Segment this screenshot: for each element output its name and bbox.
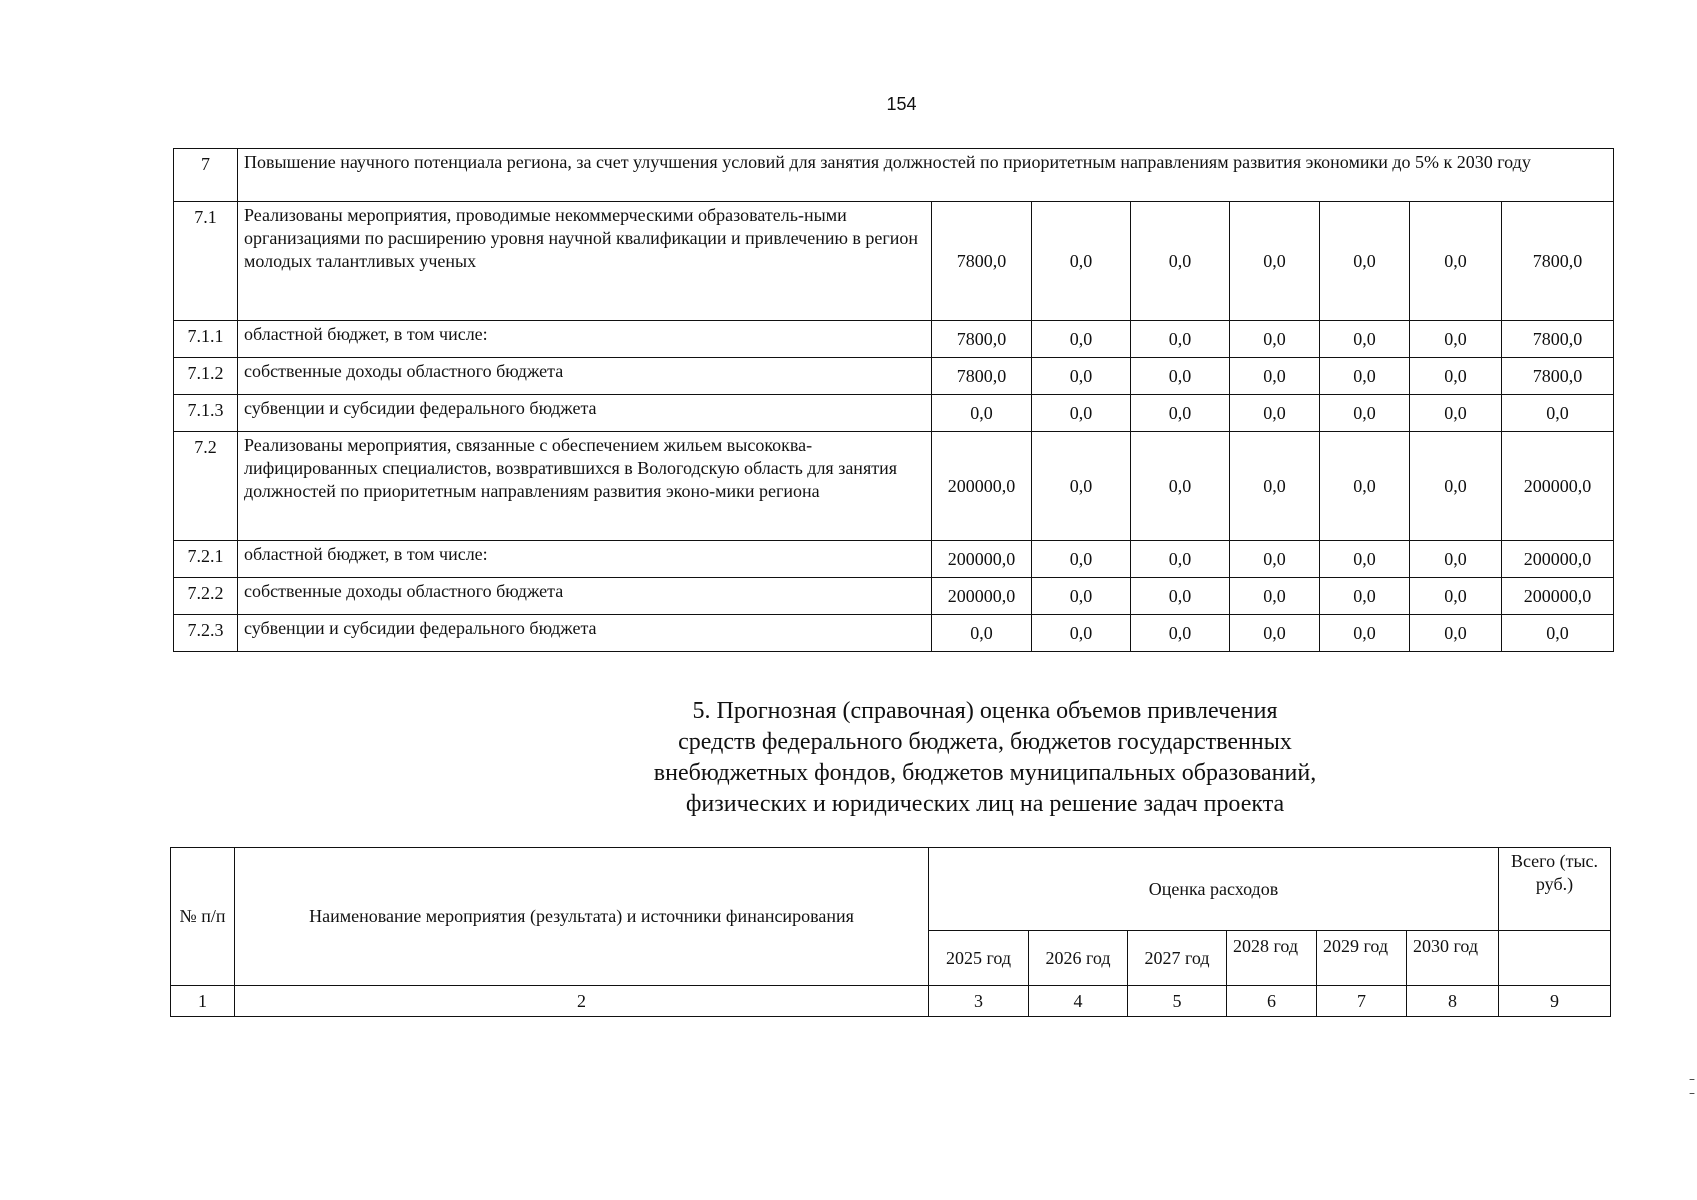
table-row bbox=[174, 432, 1614, 541]
section-title-line: 5. Прогнозная (справочная) оценка объемов привлечения bbox=[692, 698, 1278, 724]
index-cell: 5 bbox=[1128, 986, 1227, 1017]
value-cell: 0,0 bbox=[1502, 615, 1614, 652]
value-cell: 0,0 bbox=[1032, 358, 1131, 395]
value-cell: 0,0 bbox=[1320, 615, 1410, 652]
index-cell: 6 bbox=[1227, 986, 1317, 1017]
year-header: 2029 год bbox=[1317, 931, 1407, 986]
row-number: 7.1 bbox=[174, 202, 238, 321]
row-number: 7.2.3 bbox=[174, 615, 238, 652]
value-cell: 200000,0 bbox=[1502, 541, 1614, 578]
value-cell: 0,0 bbox=[1502, 395, 1614, 432]
row-text: собственные доходы областного бюджета bbox=[238, 578, 932, 615]
task-number: 7 bbox=[174, 149, 238, 202]
value-cell: 0,0 bbox=[1032, 202, 1131, 321]
section-title bbox=[640, 696, 1330, 820]
funding-table bbox=[173, 148, 1614, 652]
value-cell: 7800,0 bbox=[1502, 321, 1614, 358]
task-text: Повышение научного потенциала региона, за счет улучшения условий для занятия должностей по приоритетным направлениям развития экономики до 5% к 2030 году bbox=[238, 149, 1614, 202]
value-cell: 0,0 bbox=[1410, 432, 1502, 541]
value-cell: 0,0 bbox=[1410, 321, 1502, 358]
value-cell: 7800,0 bbox=[1502, 202, 1614, 321]
index-cell: 1 bbox=[171, 986, 235, 1017]
row-text: собственные доходы областного бюджета bbox=[238, 358, 932, 395]
value-cell: 0,0 bbox=[1131, 358, 1230, 395]
section-title-line: средств федерального бюджета, бюджетов государственных bbox=[678, 729, 1292, 755]
value-cell: 7800,0 bbox=[932, 358, 1032, 395]
row-text: областной бюджет, в том числе: bbox=[238, 321, 932, 358]
row-number: 7.1.2 bbox=[174, 358, 238, 395]
page-number: 154 bbox=[886, 94, 917, 114]
value-cell: 0,0 bbox=[932, 395, 1032, 432]
value-cell: 0,0 bbox=[1032, 432, 1131, 541]
value-cell: 7800,0 bbox=[932, 321, 1032, 358]
section-title-line: физических и юридических лиц на решение задач проекта bbox=[685, 791, 1285, 817]
col-estimate-header: Оценка расходов bbox=[929, 848, 1499, 931]
row-number: 7.2 bbox=[174, 432, 238, 541]
value-cell: 7800,0 bbox=[932, 202, 1032, 321]
index-row bbox=[171, 986, 1611, 1017]
value-cell: 0,0 bbox=[1320, 541, 1410, 578]
header-row bbox=[171, 848, 1611, 931]
value-cell: 0,0 bbox=[1410, 578, 1502, 615]
value-cell: 200000,0 bbox=[1502, 432, 1614, 541]
value-cell: 0,0 bbox=[1230, 395, 1320, 432]
value-cell: 0,0 bbox=[1230, 202, 1320, 321]
row-number: 7.2.1 bbox=[174, 541, 238, 578]
value-cell: 0,0 bbox=[1032, 395, 1131, 432]
value-cell: 0,0 bbox=[1320, 578, 1410, 615]
task-row bbox=[174, 149, 1614, 202]
value-cell: 0,0 bbox=[1230, 358, 1320, 395]
margin-mark: – – bbox=[1689, 1072, 1695, 1100]
value-cell: 200000,0 bbox=[932, 432, 1032, 541]
row-text: субвенции и субсидии федерального бюджета bbox=[238, 395, 932, 432]
row-number: 7.2.2 bbox=[174, 578, 238, 615]
row-text: субвенции и субсидии федерального бюджета bbox=[238, 615, 932, 652]
value-cell: 0,0 bbox=[1032, 321, 1131, 358]
value-cell: 0,0 bbox=[932, 615, 1032, 652]
value-cell: 200000,0 bbox=[1502, 578, 1614, 615]
value-cell: 0,0 bbox=[1032, 578, 1131, 615]
index-cell: 9 bbox=[1499, 986, 1611, 1017]
table-row bbox=[174, 541, 1614, 578]
value-cell: 7800,0 bbox=[1502, 358, 1614, 395]
index-cell: 2 bbox=[235, 986, 929, 1017]
value-cell: 0,0 bbox=[1410, 541, 1502, 578]
col-name-header: Наименование мероприятия (результата) и источники финансирования bbox=[235, 848, 929, 986]
value-cell: 0,0 bbox=[1230, 541, 1320, 578]
value-cell: 0,0 bbox=[1320, 395, 1410, 432]
year-header: 2030 год bbox=[1407, 931, 1499, 986]
table-row bbox=[174, 358, 1614, 395]
table-row bbox=[174, 615, 1614, 652]
table-row bbox=[174, 321, 1614, 358]
index-cell: 3 bbox=[929, 986, 1029, 1017]
row-text: Реализованы мероприятия, связанные с обеспечением жильем высококва-лифицированных специалистов, возвратившихся в Вологодскую область для занятия должностей по приоритетным направлениям развития эконо-мики региона bbox=[238, 432, 932, 541]
year-header: 2027 год bbox=[1128, 931, 1227, 986]
year-header: 2028 год bbox=[1227, 931, 1317, 986]
value-cell: 0,0 bbox=[1410, 358, 1502, 395]
value-cell: 0,0 bbox=[1320, 321, 1410, 358]
estimate-table bbox=[170, 847, 1611, 1017]
value-cell: 0,0 bbox=[1032, 541, 1131, 578]
section-title-line: внебюджетных фондов, бюджетов муниципальных образований, bbox=[653, 760, 1317, 786]
empty-cell bbox=[1499, 931, 1611, 986]
value-cell: 0,0 bbox=[1320, 432, 1410, 541]
index-cell: 7 bbox=[1317, 986, 1407, 1017]
value-cell: 200000,0 bbox=[932, 578, 1032, 615]
value-cell: 0,0 bbox=[1230, 432, 1320, 541]
value-cell: 0,0 bbox=[1410, 202, 1502, 321]
value-cell: 0,0 bbox=[1230, 321, 1320, 358]
value-cell: 0,0 bbox=[1131, 578, 1230, 615]
value-cell: 0,0 bbox=[1131, 615, 1230, 652]
value-cell: 0,0 bbox=[1410, 395, 1502, 432]
value-cell: 0,0 bbox=[1230, 615, 1320, 652]
value-cell: 0,0 bbox=[1032, 615, 1131, 652]
value-cell: 200000,0 bbox=[932, 541, 1032, 578]
row-text: Реализованы мероприятия, проводимые некоммерческими образователь-ными организациями по расширению уровня научной квалификации и привлечению в регион молодых талантливых ученых bbox=[238, 202, 932, 321]
row-number: 7.1.3 bbox=[174, 395, 238, 432]
index-cell: 4 bbox=[1029, 986, 1128, 1017]
index-cell: 8 bbox=[1407, 986, 1499, 1017]
value-cell: 0,0 bbox=[1410, 615, 1502, 652]
row-text: областной бюджет, в том числе: bbox=[238, 541, 932, 578]
value-cell: 0,0 bbox=[1131, 321, 1230, 358]
value-cell: 0,0 bbox=[1131, 395, 1230, 432]
value-cell: 0,0 bbox=[1131, 432, 1230, 541]
table-row bbox=[174, 202, 1614, 321]
table-row bbox=[174, 578, 1614, 615]
year-header: 2025 год bbox=[929, 931, 1029, 986]
value-cell: 0,0 bbox=[1131, 541, 1230, 578]
value-cell: 0,0 bbox=[1320, 358, 1410, 395]
value-cell: 0,0 bbox=[1131, 202, 1230, 321]
col-total-header: Всего (тыс. руб.) bbox=[1499, 848, 1611, 931]
year-header: 2026 год bbox=[1029, 931, 1128, 986]
table-row bbox=[174, 395, 1614, 432]
value-cell: 0,0 bbox=[1320, 202, 1410, 321]
value-cell: 0,0 bbox=[1230, 578, 1320, 615]
row-number: 7.1.1 bbox=[174, 321, 238, 358]
col-num-header: № п/п bbox=[171, 848, 235, 986]
